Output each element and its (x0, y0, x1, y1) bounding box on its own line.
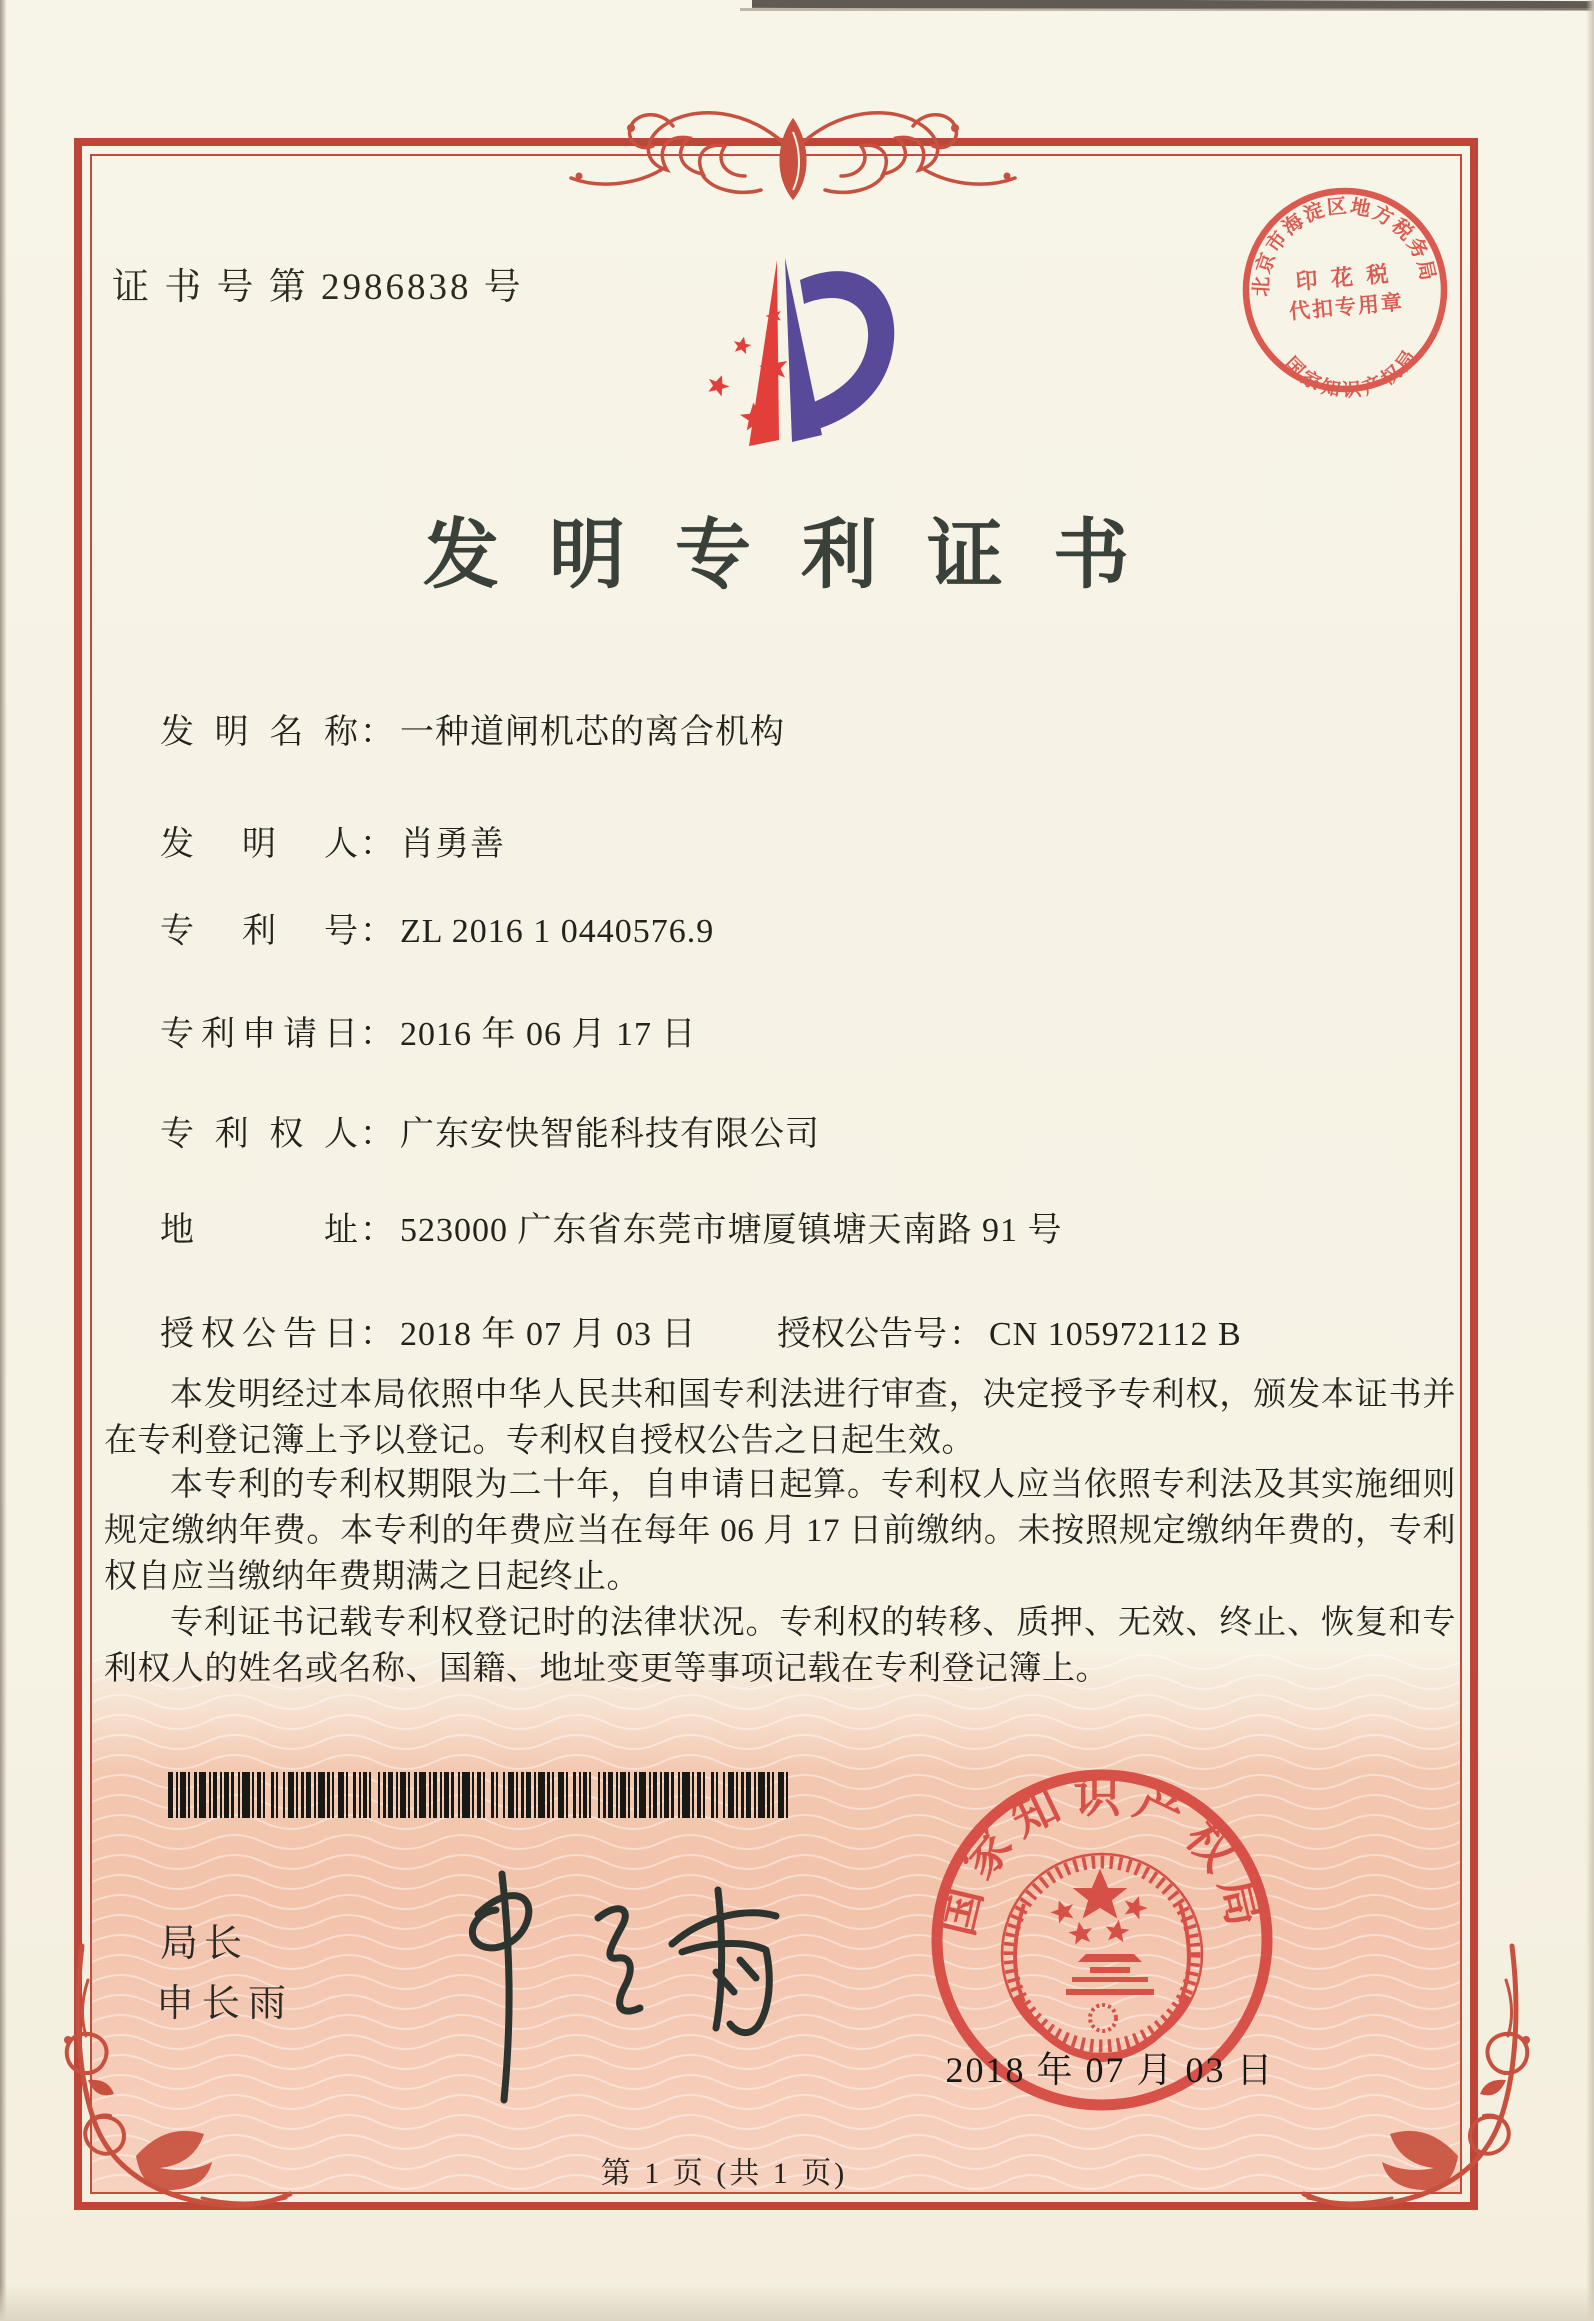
field-label: 发明名称 (160, 714, 358, 751)
field-patent-number (160, 903, 714, 952)
field-colon: ： (360, 826, 394, 863)
director-name: 申长雨 (156, 1983, 295, 2025)
certificate-title-text: 发明专利证书 (423, 514, 1179, 598)
tax-stamp-line1: 印 花 税 (1294, 260, 1394, 295)
field-value: CN 105972112 B (989, 1316, 1242, 1353)
top-center-ornament (553, 92, 1033, 202)
scan-artifact-right (1586, 0, 1594, 2321)
field-inventor (160, 816, 505, 865)
field-value: 广东安快智能科技有限公司 (400, 1116, 820, 1153)
legal-paragraph-2: 本专利的专利权期限为二十年，自申请日起算。专利权人应当依照专利法及其实施细则规定缴纳年费。本专利的年费应当在每年 06 月 17 日前缴纳。未按照规定缴纳年费的，专利权自应当缴纳年费期满之日起终止。 (104, 1467, 1456, 1595)
logo-p-bowl (800, 271, 894, 432)
barcode (168, 1772, 788, 1818)
field-value: 肖勇善 (400, 826, 505, 863)
field-grant-number (777, 1306, 1242, 1355)
field-label: 授权公告号 (777, 1316, 947, 1353)
field-value: 一种道闸机芯的离合机构 (400, 714, 785, 751)
field-label: 授权公告日 (160, 1316, 358, 1353)
field-value: 2018 年 07 月 03 日 (400, 1316, 697, 1353)
field-colon: ： (360, 913, 394, 950)
page-footer: 第 1 页 (共 1 页) (600, 2157, 848, 2190)
field-colon: ： (360, 1316, 394, 1353)
field-label: 专利申请日 (160, 1016, 358, 1053)
field-value: 2016 年 06 月 17 日 (400, 1016, 697, 1053)
scan-artifact-bottom (0, 2285, 1594, 2321)
field-colon: ： (360, 714, 394, 751)
seal-arc-text: 国家知识产权局 (930, 1771, 1274, 1941)
tax-stamp-bottom-arc-text: 国家知识产权局 (1279, 343, 1423, 402)
scan-artifact-top-2 (740, 8, 1594, 11)
seal-date: 2018 年 07 月 03 日 (945, 2050, 1275, 2090)
field-address (160, 1202, 1063, 1251)
field-colon: ： (360, 1016, 394, 1053)
field-label: 专利号 (160, 913, 358, 950)
field-value: ZL 2016 1 0440576.9 (400, 913, 715, 950)
certificate-title (74, 494, 1478, 603)
field-colon: ： (360, 1116, 394, 1153)
legal-paragraph-3: 专利证书记载专利权登记时的法律状况。专利权的转移、质押、无效、终止、恢复和专利权人的姓名或名称、国籍、地址变更等事项记载在专利登记簿上。 (104, 1605, 1456, 1687)
field-value: 523000 广东省东莞市塘厦镇塘天南路 91 号 (400, 1212, 1063, 1249)
certificate-number: 证 书 号 第 2986838 号 (112, 267, 524, 308)
cnipa-logo (652, 250, 902, 460)
tax-stamp-top-arc-text: 北京市海淀区地方税务局 (1250, 195, 1440, 298)
national-emblem (1002, 1854, 1202, 2058)
field-grant-date (160, 1306, 697, 1355)
field-filing-date (160, 1006, 697, 1055)
tax-stamp-line2: 代扣专用章 (1288, 289, 1405, 324)
field-label: 发明人 (160, 826, 358, 863)
director-title: 局长 (160, 1923, 249, 1965)
director-signature (420, 1856, 840, 2116)
field-label: 地址 (160, 1212, 358, 1249)
field-colon: ： (949, 1316, 983, 1353)
scan-artifact-left (0, 0, 7, 2321)
tax-withholding-stamp (1228, 173, 1462, 407)
field-patentee (160, 1106, 820, 1155)
field-colon: ： (360, 1212, 394, 1249)
field-invention-name (160, 704, 785, 753)
field-label: 专利权人 (160, 1116, 358, 1153)
legal-paragraph-1: 本发明经过本局依照中华人民共和国专利法进行审查，决定授予专利权，颁发本证书并在专利登记簿上予以登记。专利权自授权公告之日起生效。 (104, 1377, 1456, 1459)
